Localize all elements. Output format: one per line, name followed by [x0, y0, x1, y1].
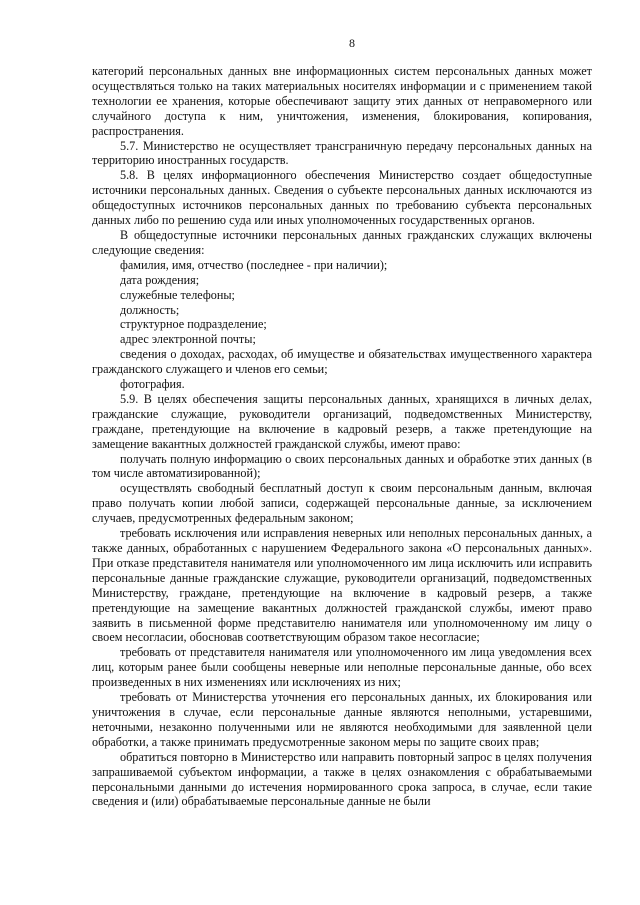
paragraph-5-9: 5.9. В целях обеспечения защиты персональных данных, хранящихся в личных делах, гражданские служащие, руководители организаций, подведомственных Министерству, граждане, претендующие на включение в кадровый резерв, а также претендующие на замещение вакантных должностей гражданской службы, имеют право: — [92, 391, 592, 451]
right-free-access: осуществлять свободный бесплатный доступ к своим персональным данным, включая право получать копии любой записи, содержащей персональные данные, за исключением случаев, предусмотренных федеральным законом; — [92, 481, 592, 526]
right-repeat-request: обратиться повторно в Министерство или направить повторный запрос в целях получения запрашиваемой субъектом информации, а также в целях ознакомления с обрабатываемыми персональными данными до истечения нормированного срока запроса, в случае, если такие сведения и (или) обрабатываемые персональные данные не были — [92, 749, 592, 809]
list-item-position: должность; — [120, 302, 180, 317]
list-item-work-phones: служебные телефоны; — [120, 287, 235, 302]
right-full-information: получать полную информацию о своих персональных данных и обработке этих данных (в том числе автоматизированной); — [92, 451, 592, 481]
list-item-department: структурное подразделение; — [120, 317, 267, 332]
list-item-birth-date: дата рождения; — [120, 272, 200, 287]
paragraph-continued: категорий персональных данных вне информационных систем персональных данных может осуществляться только на таких материальных носителях информации и с применением такой технологии ее хранения, которые обеспечивают защиту этих данных от неправомерного или случайного доступа к ним, уничтожения, изменения, блокирования, копирования, распространения. — [92, 64, 592, 138]
right-clarification: требовать от Министерства уточнения его персональных данных, их блокирования или уничтожения в случае, если персональные данные являются неполными, устаревшими, неточными, незаконно полученными или не являются необходимыми для заявленной цели обработки, а также принимать предусмотренные законом меры по защите своих прав; — [92, 690, 592, 749]
right-notification: требовать от представителя нанимателя или уполномоченного им лица уведомления всех лиц, которым ранее были сообщены неверные или неполные персональные данные, обо всех произведенных в них изменениях или исключениях из них; — [92, 645, 592, 690]
paragraph-5-8: 5.8. В целях информационного обеспечения Министерство создает общедоступные источники персональных данных. Сведения о субъекте персональных данных исключаются из общедоступных источников персональных данных по требованию субъекта персональных данных либо по решению суда или иных уполномоченных государственных органов. — [92, 168, 592, 228]
list-item-full-name: фамилия, имя, отчество (последнее - при наличии); — [120, 257, 388, 272]
list-item-email: адрес электронной почты; — [120, 332, 256, 347]
page-number: 8 — [349, 36, 355, 50]
document-body — [92, 64, 592, 809]
paragraph-public-sources-intro: В общедоступные источники персональных данных гражданских служащих включены следующие сведения: — [92, 227, 592, 257]
list-item-income-info: сведения о доходах, расходах, об имуществе и обязательствах имущественного характера гражданского служащего и членов его семьи; — [92, 347, 592, 377]
paragraph-5-7: 5.7. Министерство не осуществляет трансграничную передачу персональных данных на территорию иностранных государств. — [92, 138, 592, 168]
list-item-photo: фотография. — [120, 377, 185, 392]
right-correction: требовать исключения или исправления неверных или неполных персональных данных, а также данных, обработанных с нарушением Федерального закона «О персональных данных». При отказе представителя нанимателя или уполномоченного им лица исключить или исправить персональные данные гражданские служащие, руководители организаций, подведомственных Министерству, граждане, претендующие на включение в кадровый резерв, а также претендующие на замещение вакантных должностей гражданской службы, имеют право заявить в письменной форме представителю нанимателя или уполномоченному им лицу о своем несогласии, обосновав соответствующим образом такое несогласие; — [92, 526, 592, 645]
